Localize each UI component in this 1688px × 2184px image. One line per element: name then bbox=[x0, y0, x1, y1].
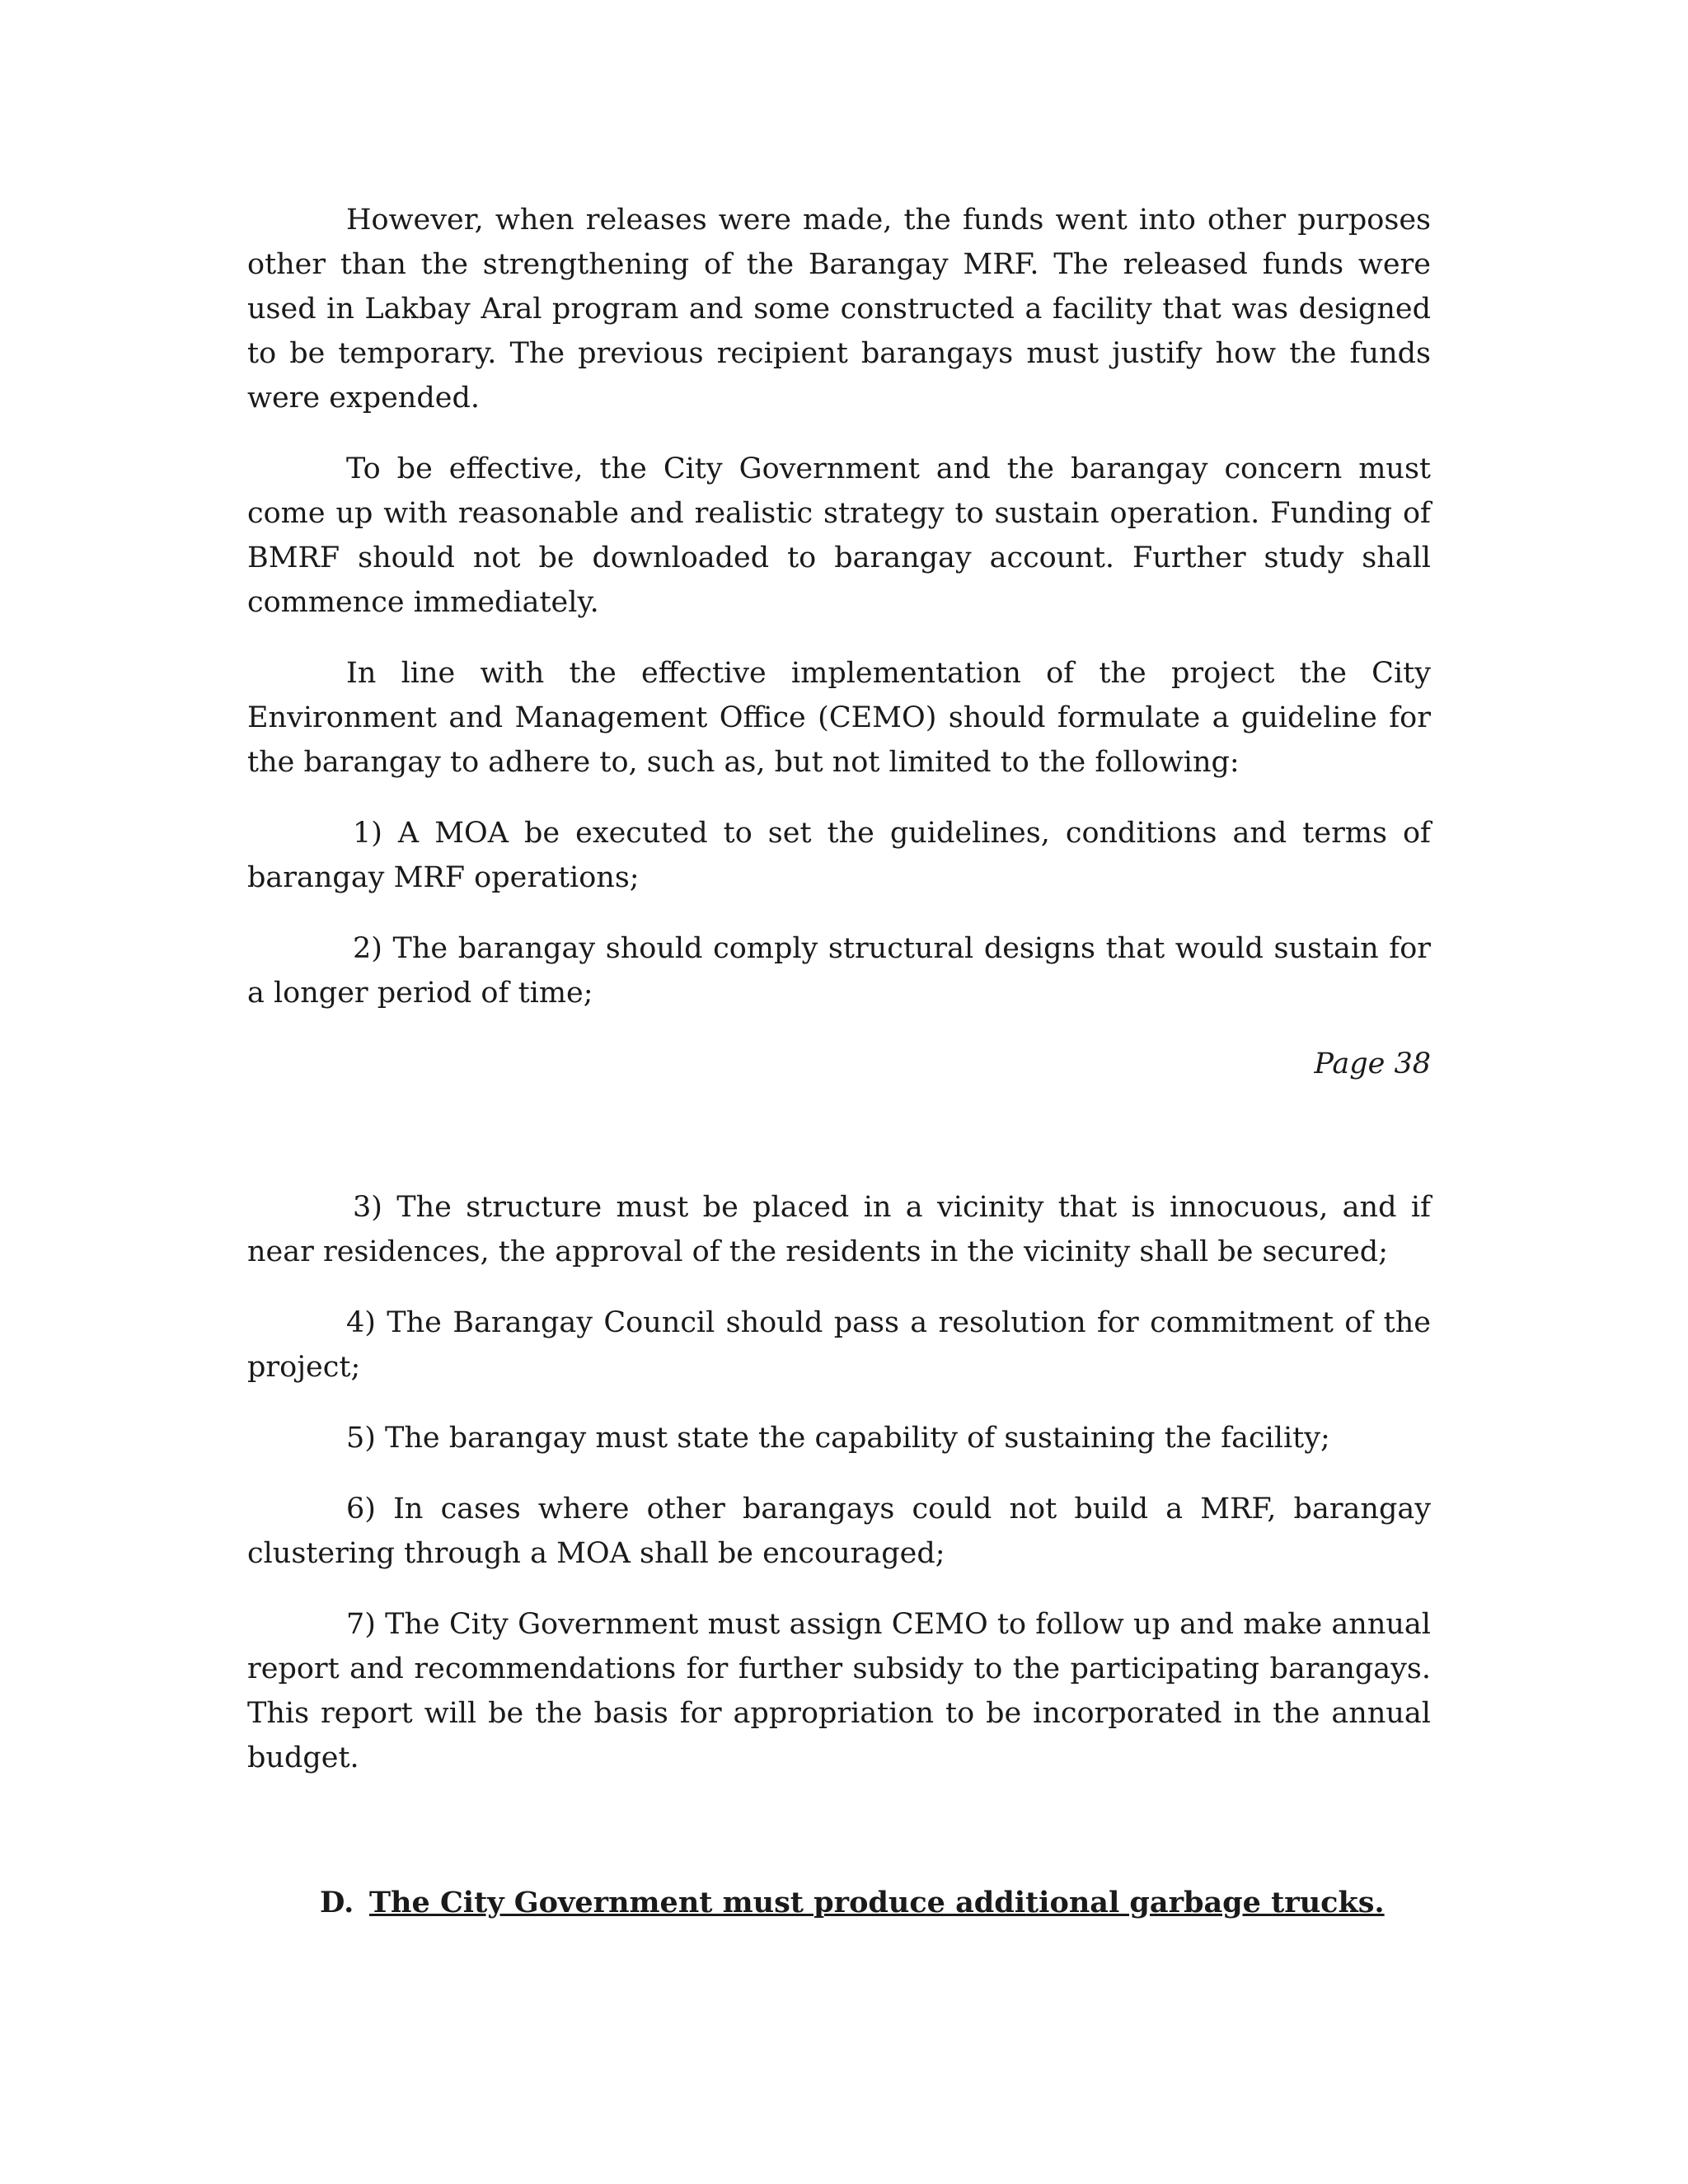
list-item-1: 1) A MOA be executed to set the guidelines, conditions and terms of barangay MRF operations; bbox=[247, 817, 1431, 894]
section-heading bbox=[320, 1881, 1431, 1925]
document-page bbox=[247, 198, 1431, 1925]
page-break bbox=[247, 1086, 1431, 1185]
section-letter: D. bbox=[320, 1886, 354, 1919]
section-title: The City Government must produce additional garbage trucks. bbox=[369, 1886, 1385, 1919]
list-item-4: 4) The Barangay Council should pass a resolution for commitment of the project; bbox=[247, 1306, 1431, 1384]
list-item-6: 6) In cases where other barangays could not build a MRF, barangay clustering through a MOA shall be encouraged; bbox=[247, 1493, 1431, 1570]
list-item-3: 3) The structure must be placed in a vicinity that is innocuous, and if near residences, the approval of the residents in the vicinity shall be secured; bbox=[247, 1191, 1431, 1268]
list-item-5: 5) The barangay must state the capability of sustaining the facility; bbox=[346, 1422, 1330, 1455]
list-item-7: 7) The City Government must assign CEMO to follow up and make annual report and recommendations for further subsidy to the participating barangays. This report will be the basis for appropriation to be incorporated in the annual budget. bbox=[247, 1608, 1431, 1774]
page-number: Page 38 bbox=[1314, 1047, 1431, 1080]
section-spacer bbox=[247, 1807, 1431, 1881]
paragraph-effectiveness: To be effective, the City Government and the barangay concern must come up with reasonable and realistic strategy to sustain operation. Funding of BMRF should not be downloaded to barangay account. Further study shall commence immediately. bbox=[247, 452, 1431, 619]
paragraph-guideline-intro: In line with the effective implementation of the project the City Environment and Management Office (CEMO) should formulate a guideline for the barangay to adhere to, such as, but not limited to the following: bbox=[247, 657, 1431, 779]
paragraph-funds-usage: However, when releases were made, the funds went into other purposes other than the strengthening of the Barangay MRF. The released funds were used in Lakbay Aral program and some constructed a facility that was designed to be temporary. The previous recipient barangays must justify how the funds were expended. bbox=[247, 204, 1431, 415]
list-item-2: 2) The barangay should comply structural designs that would sustain for a longer period of time; bbox=[247, 932, 1431, 1010]
